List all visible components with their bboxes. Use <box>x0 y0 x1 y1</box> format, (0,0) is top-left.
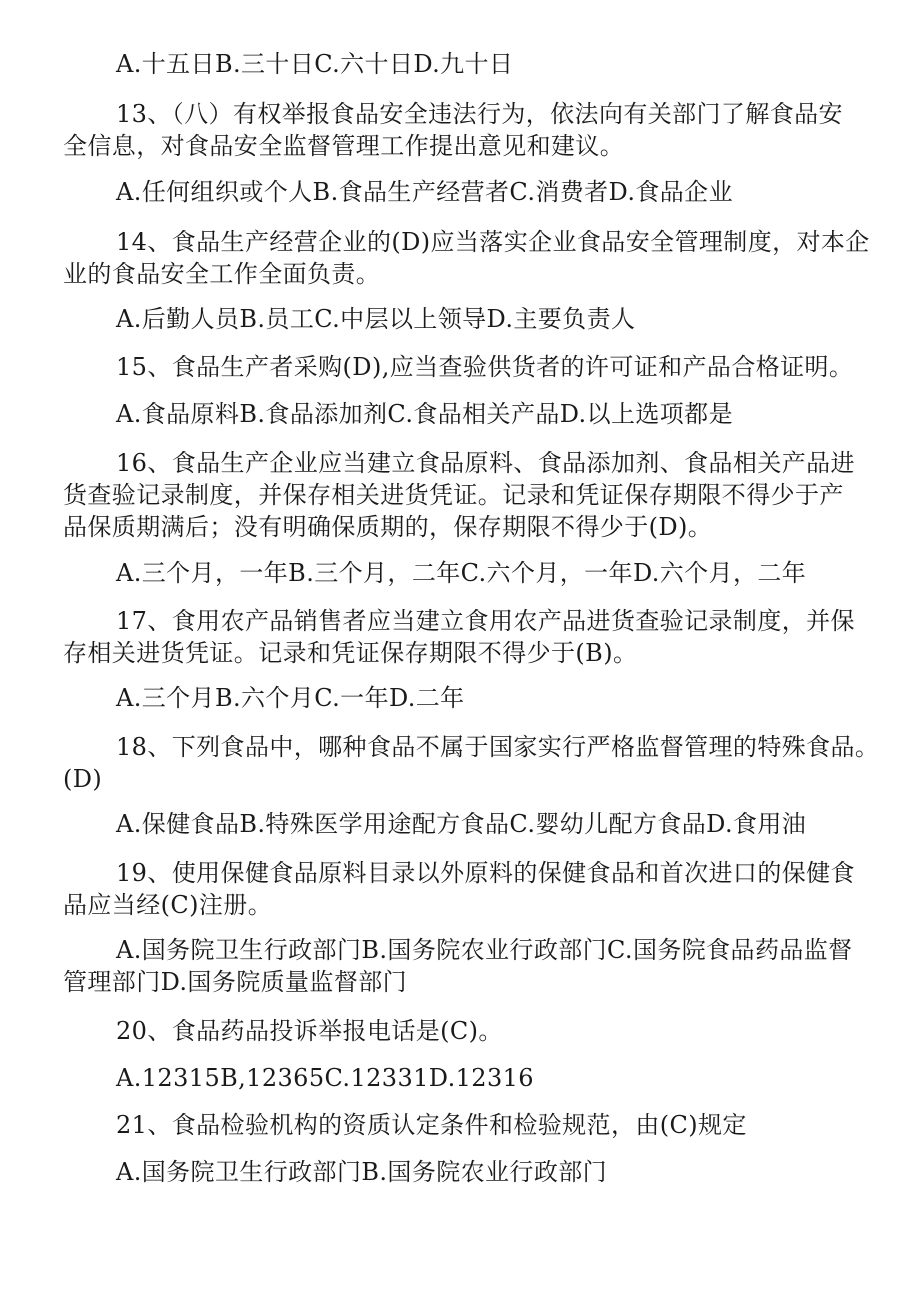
question-16-line-3: 品保质期满后；没有明确保质期的，保存期限不得少于(D)。 <box>63 513 713 541</box>
answer-options-q18: A.保健食品B.特殊医学用途配方食品C.婴幼儿配方食品D.食用油 <box>116 810 807 838</box>
question-13-line-1: 13、（八）有权举报食品安全违法行为，依法向有关部门了解食品安 <box>116 100 843 128</box>
answer-options-q20: A.12315B,12365C.12331D.12316 <box>116 1064 534 1092</box>
answer-options-q12: A.十五日B.三十日C.六十日D.九十日 <box>116 50 514 78</box>
answer-options-q13: A.任何组织或个人B.食品生产经营者C.消费者D.食品企业 <box>116 178 733 206</box>
answer-options-q19-line-2: 管理部门D.国务院质量监督部门 <box>63 968 408 996</box>
answer-options-q17: A.三个月B.六个月C.一年D.二年 <box>116 684 465 712</box>
question-19-line-1: 19、使用保健食品原料目录以外原料的保健食品和首次进口的保健食 <box>116 859 855 887</box>
question-14-line-2: 业的食品安全工作全面负责。 <box>63 260 381 288</box>
question-19-line-2: 品应当经(C)注册。 <box>63 891 273 919</box>
answer-options-q14: A.后勤人员B.员工C.中层以上领导D.主要负责人 <box>116 305 636 333</box>
question-14-line-1: 14、食品生产经营企业的(D)应当落实企业食品安全管理制度，对本企 <box>116 228 870 256</box>
question-17-line-1: 17、食用农产品销售者应当建立食用农产品进货查验记录制度，并保 <box>116 607 855 635</box>
question-18-line-1: 18、下列食品中，哪种食品不属于国家实行严格监督管理的特殊食品。 <box>116 733 880 761</box>
answer-options-q21: A.国务院卫生行政部门B.国务院农业行政部门 <box>116 1158 608 1186</box>
answer-options-q15: A.食品原料B.食品添加剂C.食品相关产品D.以上选项都是 <box>116 400 733 428</box>
question-15-line-1: 15、食品生产者采购(D),应当查验供货者的许可证和产品合格证明。 <box>116 353 854 381</box>
question-21-line-1: 21、食品检验机构的资质认定条件和检验规范，由(C)规定 <box>116 1111 747 1139</box>
question-16-line-2: 货查验记录制度，并保存相关进货凭证。记录和凭证保存期限不得少于产 <box>63 481 844 509</box>
question-16-line-1: 16、食品生产企业应当建立食品原料、食品添加剂、食品相关产品进 <box>116 449 855 477</box>
answer-options-q19-line-1: A.国务院卫生行政部门B.国务院农业行政部门C.国务院食品药品监督 <box>116 936 853 964</box>
question-13-line-2: 全信息，对食品安全监督管理工作提出意见和建议。 <box>63 132 625 160</box>
answer-options-q16: A.三个月，一年B.三个月，二年C.六个月，一年D.六个月，二年 <box>116 559 807 587</box>
question-20-line-1: 20、食品药品投诉举报电话是(C)。 <box>116 1017 503 1045</box>
question-17-line-2: 存相关进货凭证。记录和凭证保存期限不得少于(B)。 <box>63 639 638 667</box>
question-18-line-2: (D) <box>63 765 103 793</box>
